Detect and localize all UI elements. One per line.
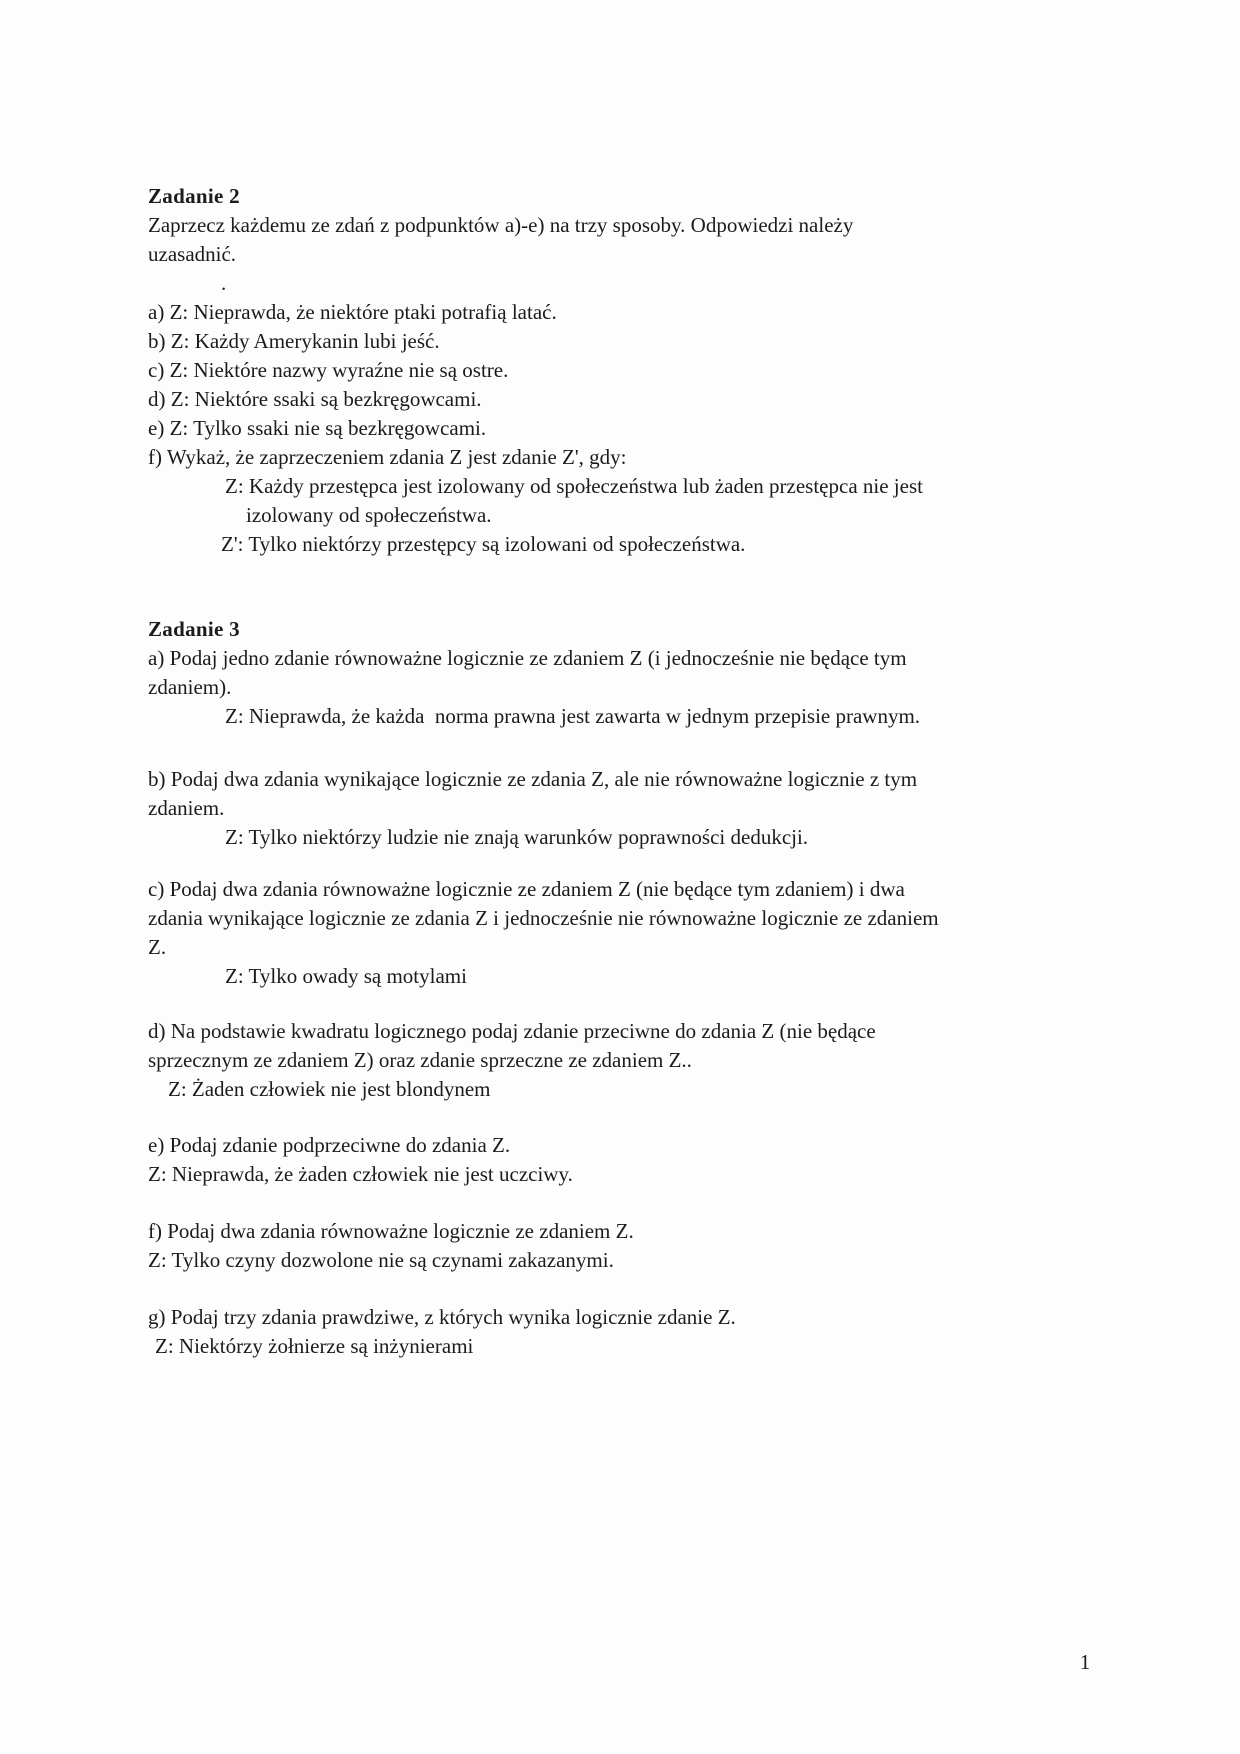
text-line: a) Z: Nieprawda, że niektóre ptaki potrafią latać. xyxy=(148,300,557,324)
text-line: Z: Żaden człowiek nie jest blondynem xyxy=(168,1077,491,1101)
text-line: g) Podaj trzy zdania prawdziwe, z których wynika logicznie zdanie Z. xyxy=(148,1305,736,1329)
zadanie-3-block-e xyxy=(148,1131,1113,1189)
zadanie-3-block-f xyxy=(148,1217,1113,1275)
text-line: d) Z: Niektóre ssaki są bezkręgowcami. xyxy=(148,387,482,411)
text-line: f) Podaj dwa zdania równoważne logicznie ze zdaniem Z. xyxy=(148,1219,634,1243)
text-line: e) Podaj zdanie podprzeciwne do zdania Z. xyxy=(148,1133,511,1157)
text-line: f) Wykaż, że zaprzeczeniem zdania Z jest zdanie Z', gdy: xyxy=(148,445,627,469)
text-line: Z: Każdy przestępca jest izolowany od społeczeństwa lub żaden przestępca nie jest xyxy=(225,474,923,498)
zadanie-2-block xyxy=(148,182,1113,559)
text-line: Z: Niektórzy żołnierze są inżynierami xyxy=(155,1334,474,1358)
text-line: zdania wynikające logicznie ze zdania Z i jednocześnie nie równoważne logicznie ze zdaniem xyxy=(148,906,939,930)
text-line: Z: Nieprawda, że żaden człowiek nie jest uczciwy. xyxy=(148,1162,573,1186)
text-line: b) Podaj dwa zdania wynikające logicznie ze zdania Z, ale nie równoważne logicznie z tym xyxy=(148,767,918,791)
text-line: Z: Tylko niektórzy ludzie nie znają warunków poprawności dedukcji. xyxy=(225,825,809,849)
page-number: 1 xyxy=(1079,1650,1091,1674)
text-line: Z: Nieprawda, że każda norma prawna jest zawarta w jednym przepisie prawnym. xyxy=(225,704,921,728)
zadanie-3-block-c xyxy=(148,875,1113,991)
zadanie-3-block-g xyxy=(148,1303,1113,1361)
text-line: Z: Tylko czyny dozwolone nie są czynami zakazanymi. xyxy=(148,1248,614,1272)
zadanie-3-block-b xyxy=(148,765,1113,852)
section-zadanie-2 xyxy=(148,182,1113,559)
zadanie-3-block-a xyxy=(148,615,1113,731)
text-line: c) Podaj dwa zdania równoważne logicznie ze zdaniem Z (nie będące tym zdaniem) i dwa xyxy=(148,877,905,901)
text-line: c) Z: Niektóre nazwy wyraźne nie są ostre. xyxy=(148,358,509,382)
text-line: uzasadnić. xyxy=(148,242,237,266)
text-line: Z: Tylko owady są motylami xyxy=(225,964,467,988)
text-line: sprzecznym ze zdaniem Z) oraz zdanie sprzeczne ze zdaniem Z.. xyxy=(148,1048,692,1072)
document-content xyxy=(148,182,1113,1361)
section-zadanie-3 xyxy=(148,615,1113,1361)
text-line: b) Z: Każdy Amerykanin lubi jeść. xyxy=(148,329,440,353)
text-line: zdaniem. xyxy=(148,796,225,820)
section-title: Zadanie 3 xyxy=(148,617,240,641)
text-line: a) Podaj jedno zdanie równoważne logicznie ze zdaniem Z (i jednocześnie nie będące tym xyxy=(148,646,907,670)
zadanie-3-block-d xyxy=(148,1017,1113,1104)
text-line: d) Na podstawie kwadratu logicznego podaj zdanie przeciwne do zdania Z (nie będące xyxy=(148,1019,876,1043)
text-line: . xyxy=(221,271,227,295)
section-title: Zadanie 2 xyxy=(148,184,240,208)
text-line: Z': Tylko niektórzy przestępcy są izolowani od społeczeństwa. xyxy=(221,532,746,556)
text-line: e) Z: Tylko ssaki nie są bezkręgowcami. xyxy=(148,416,487,440)
text-line: Z. xyxy=(148,935,167,959)
text-line: Zaprzecz każdemu ze zdań z podpunktów a)-e) na trzy sposoby. Odpowiedzi należy xyxy=(148,213,854,237)
text-line: izolowany od społeczeństwa. xyxy=(246,503,492,527)
text-line: zdaniem). xyxy=(148,675,232,699)
